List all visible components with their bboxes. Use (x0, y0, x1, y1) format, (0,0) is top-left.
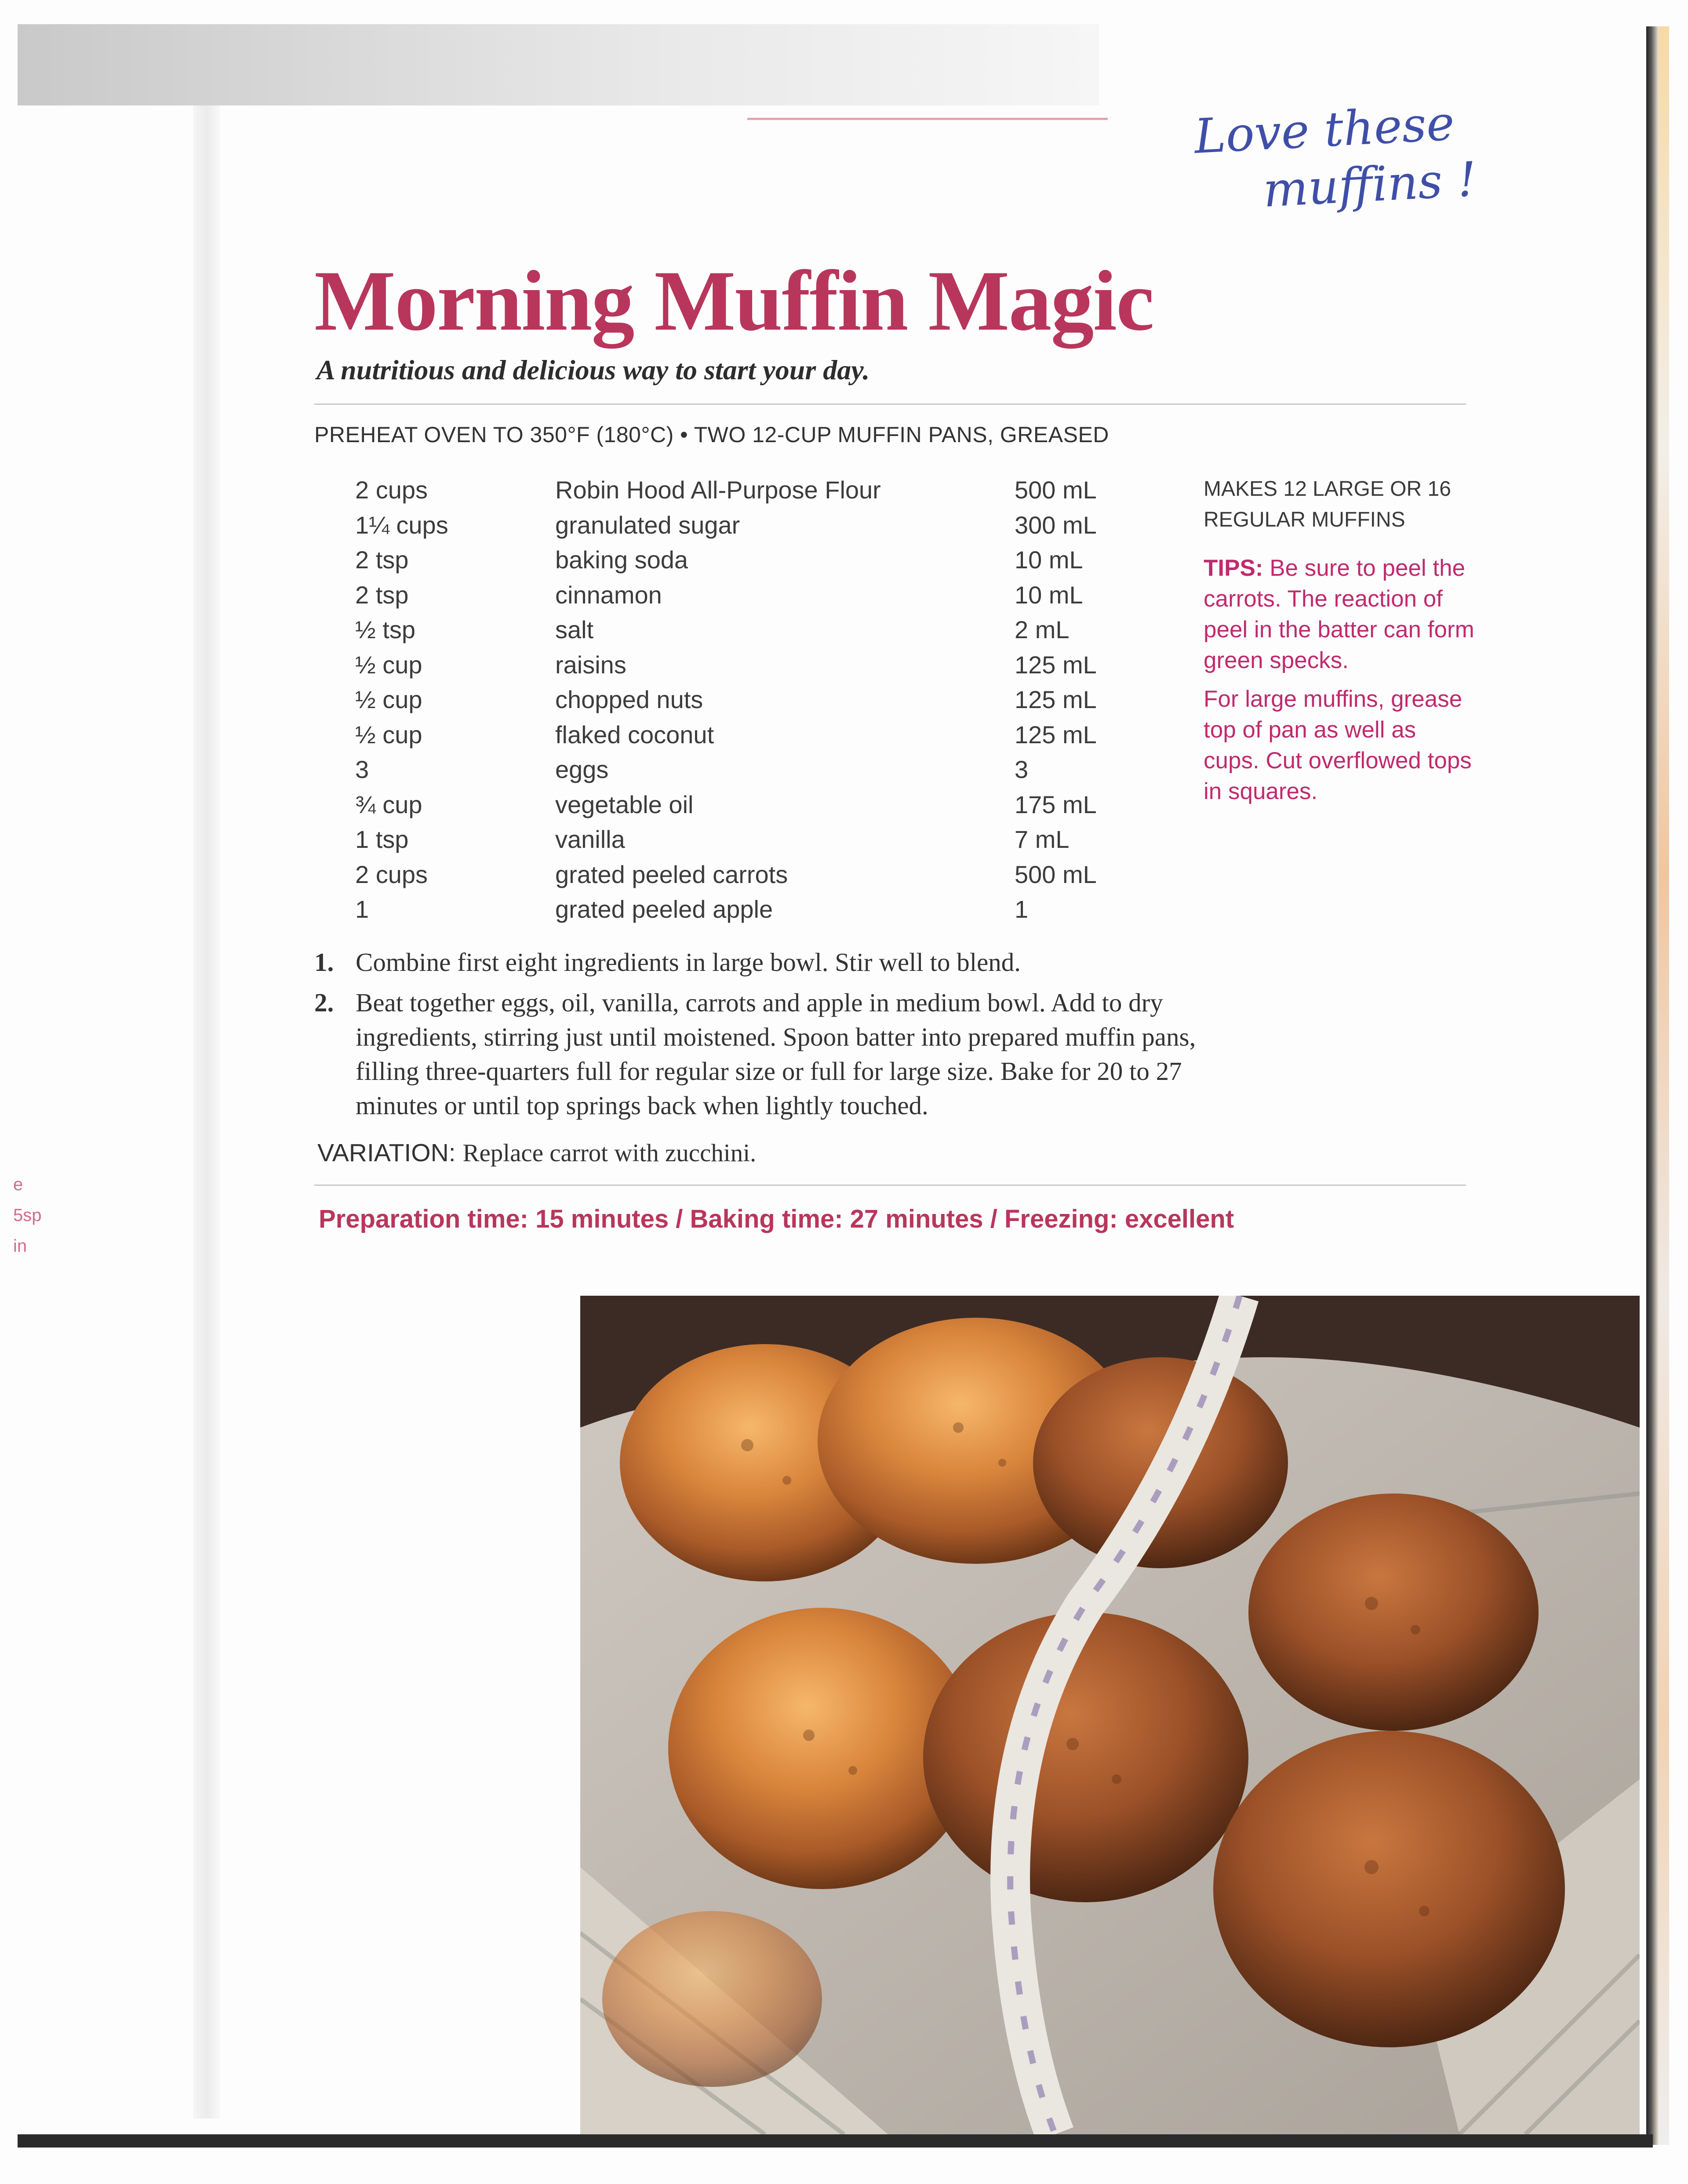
ingredient-quantity: 1¼ cups (355, 511, 448, 539)
margin-fragment-2: 5sp (13, 1206, 42, 1225)
ingredient-name: flaked coconut (555, 720, 714, 749)
scan-shadow-top (18, 24, 1099, 105)
ingredient-quantity: 1 (355, 895, 369, 923)
ingredient-row (355, 892, 1138, 927)
recipe-title: Morning Muffin Magic (314, 253, 1153, 349)
margin-text-fragment (13, 1169, 66, 1261)
timing-info: Preparation time: 15 minutes / Baking time: 27 minutes / Freezing: excellent (319, 1205, 1234, 1233)
ingredient-metric: 125 mL (1015, 686, 1097, 714)
ingredient-metric: 125 mL (1015, 650, 1097, 679)
ingredient-row (355, 542, 1138, 578)
tips-label: TIPS: (1204, 555, 1263, 581)
scan-edge-right (1646, 26, 1659, 2145)
ingredient-name: eggs (555, 756, 609, 784)
variation-label: VARIATION: (317, 1139, 456, 1167)
ingredient-quantity: 3 (355, 756, 369, 784)
ingredient-name: chopped nuts (555, 686, 703, 714)
preheat-instructions: PREHEAT OVEN TO 350°F (180°C) • TWO 12-CUP MUFFIN PANS, GREASED (314, 422, 1109, 447)
ingredient-row (355, 822, 1138, 857)
handwritten-note (1193, 94, 1484, 223)
margin-fragment-3: in (13, 1236, 27, 1256)
step-number: 1. (314, 948, 334, 977)
ingredient-name: grated peeled apple (555, 895, 773, 923)
ingredient-name: cinnamon (555, 581, 662, 609)
ingredient-name: raisins (555, 650, 626, 679)
ingredient-metric: 1 (1015, 895, 1029, 923)
ingredient-quantity: ½ cup (355, 686, 422, 714)
ingredient-metric: 500 mL (1015, 860, 1097, 888)
ingredient-quantity: ½ tsp (355, 616, 415, 644)
ingredient-name: Robin Hood All-Purpose Flour (555, 476, 881, 504)
ingredient-list (355, 472, 1138, 927)
scan-fold-shadow (193, 105, 220, 2119)
ingredient-metric: 300 mL (1015, 511, 1097, 539)
ingredient-quantity: 2 cups (355, 476, 428, 504)
divider-top (314, 403, 1466, 405)
ingredient-name: salt (555, 616, 594, 644)
ingredient-name: baking soda (555, 546, 688, 574)
ingredient-row (355, 612, 1138, 647)
ingredient-name: granulated sugar (555, 511, 740, 539)
ingredient-row (355, 472, 1138, 508)
ingredient-quantity: ½ cup (355, 720, 422, 749)
step-text: Combine first eight ingredients in large bowl. Stir well to blend. (356, 948, 1021, 977)
ingredient-metric: 10 mL (1015, 581, 1083, 609)
method-steps (314, 945, 1251, 1129)
ingredient-row (355, 682, 1138, 717)
ingredient-name: vanilla (555, 825, 625, 854)
step-text: Beat together eggs, oil, vanilla, carrots and apple in medium bowl. Add to dry ingredients, stirring just until moistened. Spoon batter into prepared muffin pans, filling three-quarters full for regular size or full for large size. Bake for 20 to 27 minutes or until top springs back when lightly touched. (356, 988, 1196, 1120)
ingredient-metric: 125 mL (1015, 720, 1097, 749)
note-line-1: Love these (1193, 96, 1456, 165)
tip-2: For large muffins, grease top of pan as well as cups. Cut overflowed tops in squares. (1204, 686, 1472, 804)
tip-1-text: Be sure to peel the carrots. The reaction of peel in the batter can form green specks. (1204, 555, 1474, 673)
yield-text: MAKES 12 LARGE OR 16 REGULAR MUFFINS (1204, 477, 1451, 531)
divider-bottom (314, 1185, 1466, 1186)
ingredient-row (355, 787, 1138, 822)
margin-fragment-1: e (13, 1175, 23, 1194)
step-number: 2. (314, 988, 334, 1017)
step-2 (314, 985, 1251, 1123)
tip-1 (1204, 553, 1476, 676)
ingredient-row (355, 578, 1138, 613)
ingredient-row (355, 647, 1138, 683)
ingredient-quantity: 2 tsp (355, 581, 409, 609)
ingredient-quantity: ½ cup (355, 650, 422, 679)
recipe-subtitle: A nutritious and delicious way to start your day. (316, 354, 870, 385)
ingredient-row (355, 857, 1138, 892)
ingredient-row (355, 717, 1138, 752)
recipe-sidebar (1204, 474, 1476, 815)
ingredient-name: vegetable oil (555, 790, 694, 818)
page-edge-rule (747, 118, 1108, 120)
variation-text: Replace carrot with zucchini. (462, 1139, 757, 1167)
ingredient-quantity: 2 tsp (355, 546, 409, 574)
scan-color-strip (1659, 26, 1669, 2145)
ingredient-name: grated peeled carrots (555, 860, 788, 888)
ingredient-metric: 2 mL (1015, 616, 1070, 644)
ingredient-quantity: ¾ cup (355, 790, 422, 818)
ingredient-metric: 175 mL (1015, 790, 1097, 818)
ingredient-metric: 3 (1015, 756, 1029, 784)
ingredient-metric: 500 mL (1015, 476, 1097, 504)
muffin-photo (580, 1296, 1640, 2134)
ingredient-quantity: 2 cups (355, 860, 428, 888)
ingredient-metric: 10 mL (1015, 546, 1083, 574)
note-line-2: muffins ! (1262, 152, 1478, 218)
scan-edge-bottom (18, 2134, 1653, 2148)
ingredient-metric: 7 mL (1015, 825, 1070, 854)
ingredient-quantity: 1 tsp (355, 825, 409, 854)
variation-note (317, 1138, 756, 1167)
ingredient-row (355, 508, 1138, 543)
step-1 (314, 945, 1251, 979)
ingredient-row (355, 752, 1138, 787)
